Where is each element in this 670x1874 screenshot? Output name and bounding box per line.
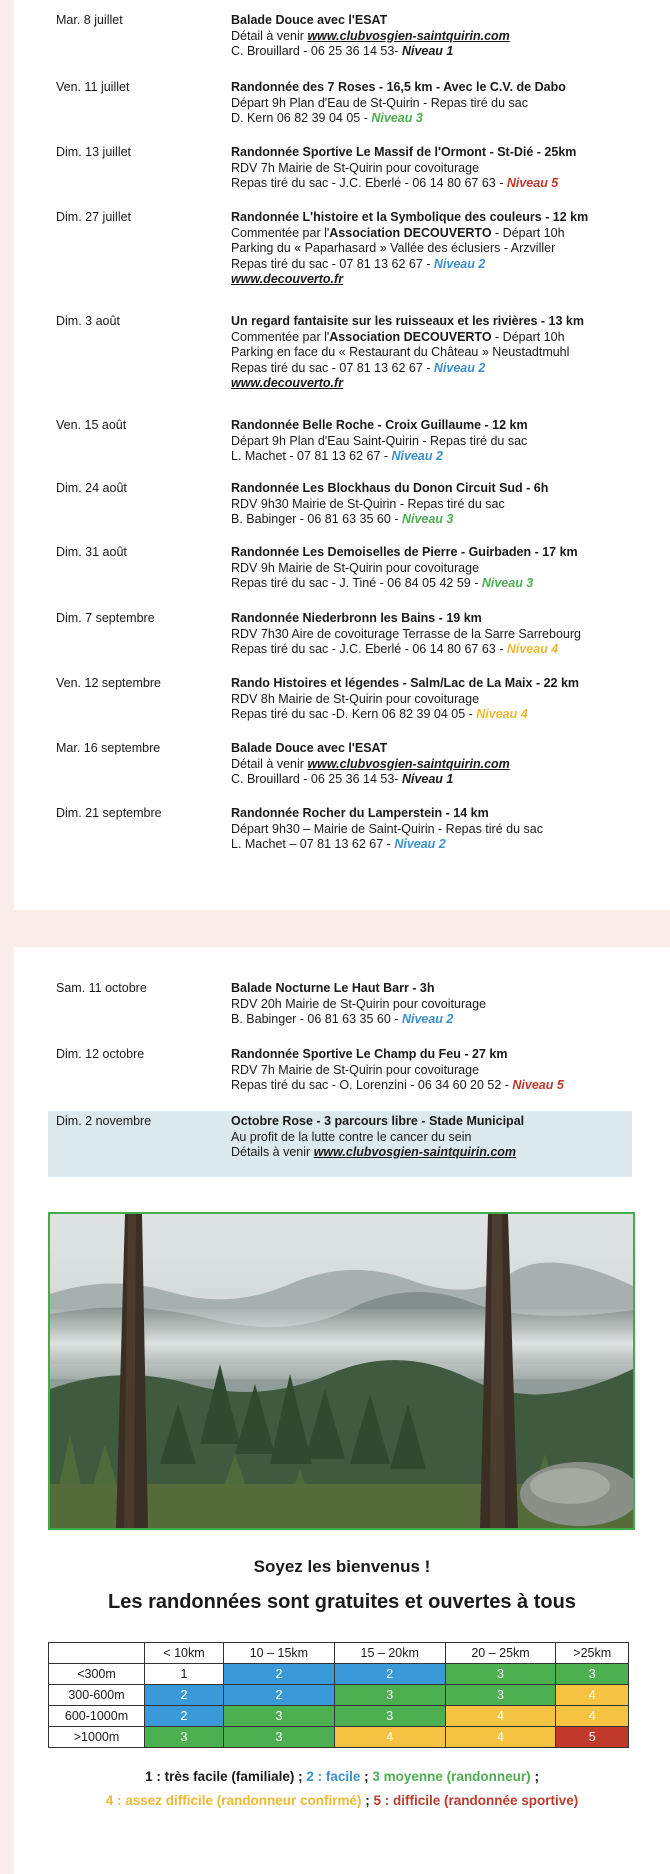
event-details [231,418,670,465]
event-details [231,481,670,528]
grid-column-header: 20 – 25km [445,1643,556,1664]
event-text: C. Brouillard - 06 25 36 14 53- [231,772,402,786]
welcome-heading: Soyez les bienvenus ! [253,1557,431,1576]
forest-mist-photo [48,1212,635,1530]
event-title: Randonnée L'histoire et la Symbolique des couleurs - 12 km [231,210,589,224]
event-info-line [231,272,670,288]
event-info-line [231,241,670,257]
grid-cell: 3 [224,1706,335,1727]
grid-column-header [49,1643,145,1664]
website-link[interactable]: www.clubvosgien-saintquirin.com [307,756,510,771]
event-title: Octobre Rose - 3 parcours libre - Stade Municipal [231,1114,525,1128]
event-info-line [231,361,670,377]
event-title: Randonnée Sportive Le Champ du Feu - 27 km [231,1047,508,1061]
event-text: Départ 9h30 – Mairie de Saint-Quirin - Repas tiré du sac [231,821,543,836]
website-link[interactable]: www.clubvosgien-saintquirin.com [307,28,510,43]
grid-cell: 2 [224,1685,335,1706]
event-info-line [231,1078,670,1094]
event-info-line [231,997,670,1013]
difficulty-level: Niveau 3 [371,111,423,125]
event-info-line [231,376,670,392]
event-info-line [231,44,670,60]
event-info-line [231,642,670,658]
event-info-line [231,822,670,838]
grid-cell: 1 [145,1664,224,1685]
event-text: Repas tiré du sac - J.C. Eberlé - 06 14 80 67 63 - [231,176,507,190]
difficulty-legend-line-1 [14,1769,670,1784]
event-details [231,545,670,592]
event-date: Mar. 8 juillet [56,13,123,27]
grid-cell: 3 [445,1664,556,1685]
event-info-line [231,1063,670,1079]
difficulty-level: Niveau 1 [401,772,454,786]
grid-cell: 3 [556,1664,629,1685]
event-text: Commentée par l' [231,329,330,344]
event-info-line [231,1145,670,1161]
event-title: Randonnée Les Blockhaus du Donon Circuit Sud - 6h [231,481,549,495]
event-date: Ven. 15 août [56,418,127,432]
event-date: Dim. 12 octobre [56,1047,145,1061]
legend-level-4: 4 : assez difficile (randonneur confirmé) [105,1793,362,1808]
event-date: Ven. 11 juillet [56,80,130,94]
grid-row-header: 600-1000m [49,1706,145,1727]
event-date: Mar. 16 septembre [56,741,161,755]
grid-row [49,1727,629,1748]
event-date: Dim. 2 novembre [56,1114,152,1128]
event-info-line [231,176,670,192]
event-text: D. Kern 06 82 39 04 05 - [231,111,372,125]
legend-level-3: 3 moyenne (randonneur) [372,1769,531,1784]
event-text: Détail à venir [231,756,308,771]
event-info-line [231,449,670,465]
event-title: Balade Douce avec l'ESAT [231,13,388,27]
event-details [231,806,670,853]
event-date: Ven. 12 septembre [56,676,161,690]
grid-column-header: 15 – 20km [334,1643,445,1664]
event-text: L. Machet – 07 81 13 62 67 - [231,837,395,851]
event-text: Parking en face du « Restaurant du Château » Neustadtmuhl [231,345,570,359]
event-info-line [231,1130,670,1146]
event-details [231,1114,670,1161]
legend-level-5: 5 : difficile (randonnée sportive) [373,1793,579,1808]
organizer-name: Association DECOUVERTO [329,225,492,240]
difficulty-level: Niveau 5 [512,1078,564,1092]
grid-header-row [49,1643,629,1664]
difficulty-level: Niveau 3 [481,576,534,590]
event-info-line [231,111,670,127]
difficulty-grid [48,1642,629,1748]
website-link[interactable]: www.clubvosgien-saintquirin.com [313,1145,517,1159]
difficulty-level: Niveau 3 [401,512,454,526]
event-text: - Départ 10h [491,329,565,344]
grid-cell: 2 [224,1664,335,1685]
event-info-line [231,96,670,112]
grid-cell: 4 [556,1706,629,1727]
website-link[interactable]: www.decouverto.fr [231,272,344,286]
event-title: Un regard fantaisite sur les ruisseaux et les rivières - 13 km [231,314,584,328]
event-date: Dim. 7 septembre [56,611,155,625]
event-text: RDV 9h Mairie de St-Quirin pour covoiturage [231,560,480,575]
event-details [231,145,670,192]
difficulty-level: Niveau 1 [401,44,454,58]
event-text: Repas tiré du sac - O. Lorenzini - 06 34 60 20 52 - [231,1078,513,1092]
event-date: Dim. 21 septembre [56,806,162,820]
event-text: Détails à venir [231,1145,314,1159]
event-text: Repas tiré du sac - J. Tiné - 06 84 05 42 59 - [231,576,482,590]
legend-separator: ; [361,1793,374,1808]
event-details [231,676,670,723]
event-text: Repas tiré du sac -D. Kern 06 82 39 04 05 - [231,707,477,721]
event-text: RDV 7h30 Aire de covoiturage Terrasse de la Sarre Sarrebourg [231,626,581,641]
event-info-line [231,561,670,577]
grid-column-header: 10 – 15km [224,1643,335,1664]
event-text: RDV 20h Mairie de St-Quirin pour covoiturage [231,996,486,1011]
grid-cell: 5 [556,1727,629,1748]
event-text: Départ 9h Plan d'Eau Saint-Quirin - Repas tiré du sac [231,433,528,448]
event-info-line [231,497,670,513]
event-title: Randonnée Les Demoiselles de Pierre - Guirbaden - 17 km [231,545,578,559]
event-date: Dim. 24 août [56,481,127,495]
program-page-2 [14,947,670,1874]
grid-cell: 3 [224,1727,335,1748]
difficulty-level: Niveau 2 [433,360,486,375]
event-text: Repas tiré du sac - 07 81 13 62 67 - [231,256,434,271]
event-text: C. Brouillard - 06 25 36 14 53- [231,44,402,58]
event-details [231,314,670,392]
event-title: Randonnée Belle Roche - Croix Guillaume - 12 km [231,418,528,432]
event-text: Repas tiré du sac - J.C. Eberlé - 06 14 80 67 63 - [231,642,507,656]
legend-level-2: 2 : facile [306,1769,361,1784]
event-details [231,1047,670,1094]
event-text: L. Machet - 07 81 13 62 67 - [231,449,392,463]
grid-row [49,1706,629,1727]
grid-column-header: >25km [556,1643,629,1664]
event-info-line [231,627,670,643]
grid-cell: 3 [334,1706,445,1727]
event-info-line [231,345,670,361]
event-info-line [231,434,670,450]
grid-cell: 4 [445,1706,556,1727]
legend-separator: ; [360,1769,373,1784]
event-text: Départ 9h Plan d'Eau de St-Quirin - Repas tiré du sac [231,95,528,110]
difficulty-level: Niveau 2 [394,837,446,851]
grid-cell: 2 [145,1706,224,1727]
difficulty-level: Niveau 4 [476,707,528,721]
event-info-line [231,576,670,592]
event-info-line [231,757,670,773]
event-text: Repas tiré du sac - 07 81 13 62 67 - [231,360,434,375]
grid-row [49,1664,629,1685]
event-details [231,80,670,127]
website-link[interactable]: www.decouverto.fr [231,376,344,390]
grid-cell: 3 [145,1727,224,1748]
grid-row-header: <300m [49,1664,145,1685]
grid-cell: 3 [445,1685,556,1706]
grid-cell: 3 [334,1685,445,1706]
event-info-line [231,512,670,528]
event-date: Dim. 3 août [56,314,120,328]
event-text: RDV 7h Mairie de St-Quirin pour covoiturage [231,160,480,175]
event-text: - Départ 10h [491,225,565,240]
event-date: Sam. 11 octobre [56,981,147,995]
event-title: Randonnée Sportive Le Massif de l'Ormont - St-Dié - 25km [231,145,577,159]
event-text: B. Babinger - 06 81 63 35 60 - [231,1012,402,1026]
event-details [231,13,670,60]
event-details [231,981,670,1028]
event-info-line [231,772,670,788]
event-info-line [231,1012,670,1028]
event-text: Au profit de la lutte contre le cancer du sein [231,1129,472,1144]
difficulty-level: Niveau 2 [433,256,486,271]
grid-cell: 2 [145,1685,224,1706]
event-text: Parking du « Paparhasard » Vallée des éclusiers - Arzviller [231,241,556,255]
grid-cell: 4 [445,1727,556,1748]
difficulty-level: Niveau 2 [391,449,443,463]
event-date: Dim. 31 août [56,545,127,559]
event-info-line [231,161,670,177]
free-hikes-heading: Les randonnées sont gratuites et ouvertes à tous [108,1591,576,1613]
event-title: Rando Histoires et légendes - Salm/Lac de La Maix - 22 km [231,676,580,690]
event-info-line [231,692,670,708]
event-details [231,741,670,788]
difficulty-level: Niveau 4 [506,642,559,656]
event-text: Commentée par l' [231,225,330,240]
event-info-line [231,707,670,723]
program-page-1 [14,0,670,910]
event-info-line [231,837,670,853]
difficulty-level: Niveau 2 [401,1012,454,1026]
event-date: Dim. 27 juillet [56,210,132,224]
event-info-line [231,257,670,273]
event-details [231,611,670,658]
event-text: RDV 7h Mairie de St-Quirin pour covoiturage [231,1062,480,1077]
legend-level-1: 1 : très facile (familiale) ; [145,1769,307,1784]
event-info-line [231,29,670,45]
event-title: Balade Nocturne Le Haut Barr - 3h [231,981,435,995]
grid-row-header: >1000m [49,1727,145,1748]
event-date: Dim. 13 juillet [56,145,132,159]
event-text: Détail à venir [231,28,308,43]
grid-row-header: 300-600m [49,1685,145,1706]
difficulty-legend-line-2 [14,1793,670,1808]
grid-row [49,1685,629,1706]
legend-separator: ; [530,1769,539,1784]
event-details [231,210,670,288]
event-title: Randonnée des 7 Roses - 16,5 km - Avec le C.V. de Dabo [231,80,566,94]
event-info-line [231,330,670,346]
grid-cell: 4 [556,1685,629,1706]
event-title: Balade Douce avec l'ESAT [231,741,388,755]
grid-cell: 4 [334,1727,445,1748]
event-text: RDV 9h30 Mairie de St-Quirin - Repas tiré du sac [231,496,505,511]
event-text: RDV 8h Mairie de St-Quirin pour covoiturage [231,691,480,706]
difficulty-level: Niveau 5 [506,176,559,190]
organizer-name: Association DECOUVERTO [329,329,492,344]
grid-cell: 2 [334,1664,445,1685]
event-title: Randonnée Niederbronn les Bains - 19 km [231,611,482,625]
event-text: B. Babinger - 06 81 63 35 60 - [231,512,402,526]
grid-column-header: < 10km [145,1643,224,1664]
event-info-line [231,226,670,242]
event-title: Randonnée Rocher du Lamperstein - 14 km [231,806,489,820]
